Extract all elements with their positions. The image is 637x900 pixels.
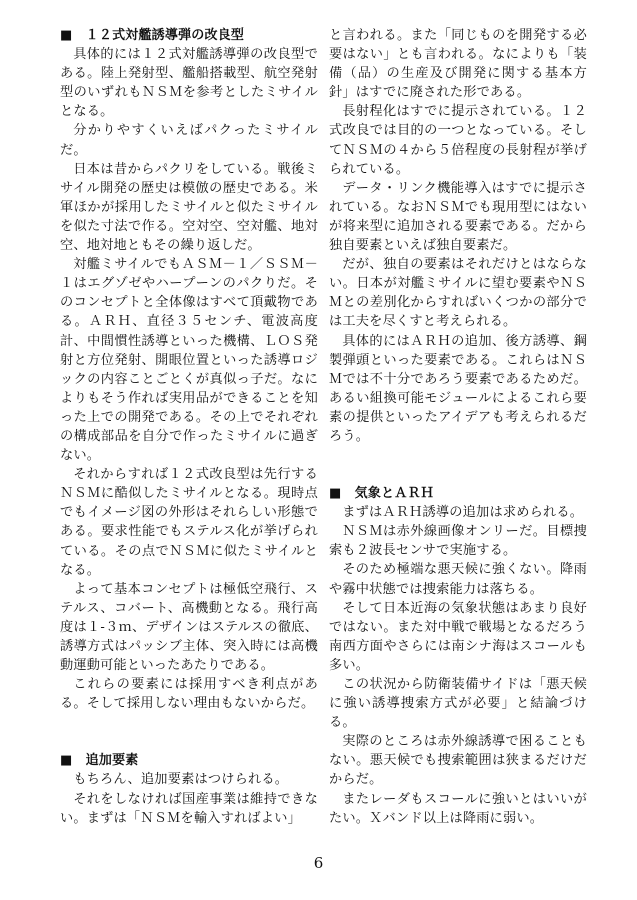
paragraph: ＮＳＭは赤外線画像オンリーだ。目標捜索も２波長センサで実施する。: [329, 524, 587, 559]
section-heading-weather-arh: ■ 気象とＡＲＨ: [329, 486, 434, 502]
paragraph: これらの要素には採用すべき利点がある。そして採用しない理由もないからだ。: [60, 677, 318, 712]
right-column: [329, 26, 587, 828]
paragraph: 分かりやすくいえばパクったミサイルだ。: [60, 123, 318, 158]
section-gap: [60, 713, 318, 751]
paragraph: またレーダもスコールに強いとはいいがたい。Ｘバンド以上は降雨に弱い。: [329, 791, 587, 826]
paragraph: それからすれば１２式改良型は先行するＮＳＭに酷似したミサイルとなる。現時点でもイメージ図の外形はそれらしい形態である。要求性能でもステルス化が挙げられている。その点でＮＳＭに似たミサイルとなる。: [60, 467, 318, 578]
paragraph: それをしなければ国産事業は維持できない。まずは「ＮＳＭを輸入すればよい」: [60, 791, 318, 826]
paragraph: 具体的には１２式対艦誘導弾の改良型である。陸上発射型、艦船搭載型、航空発射型のいずれもＮＳＭを参考としたミサイルとなる。: [60, 47, 318, 120]
page-number: 6: [313, 854, 324, 872]
paragraph: もちろん、追加要素はつけられる。: [73, 772, 289, 788]
paragraph: 日本は昔からパクリをしている。戦後ミサイル開発の歴史は模倣の歴史である。米軍ほかが採用したミサイルと似たミサイルを似た寸法で作る。空対空、空対艦、地対空、地対地ともその繰り返しだ。: [60, 161, 318, 254]
paragraph-continued: と言われる。また「同じものを開発する必要はない」とも言われる。なによりも「装備（品）の生産及び開発に関する基本方針」はすでに廃された形である。: [329, 28, 587, 101]
paragraph: そして日本近海の気象状態はあまり良好ではない。また対中戦で戦場となるだろう南西方面やさらには南シナ海はスコールも多い。: [329, 600, 587, 673]
paragraph: データ・リンク機能導入はすでに提示されている。なおＮＳＭでも現用型にはないが将来型に追加される要素である。だから独自要素といえば独自要素だ。: [329, 180, 587, 254]
left-column: [60, 26, 318, 828]
paragraph: そのため極端な悪天候に強くない。降雨や霧中状態では捜索能力は落ちる。: [329, 562, 587, 597]
section-gap: [329, 446, 587, 484]
paragraph: 具体的にはＡＲＨの追加、後方誘導、鋼製弾頭といった要素である。これらはＮＳＭでは不十分であろう要素であるためだ。あるい組換可能モジュールによるこれら要素の提供といったアイデアも考えられるだろう。: [329, 333, 587, 444]
section-heading-additional-elements: ■ 追加要素: [60, 753, 139, 769]
paragraph: だが、独自の要素はそれだけとはならない。日本が対艦ミサイルに望む要素やＮＳＭとの差別化からすればいくつかの部分では工夫を尽くすと考えられる。: [329, 257, 587, 330]
paragraph: 対艦ミサイルでもＡＳＭ－１／ＳＳＭ－１はエグゾゼやハープーンのパクりだ。そのコンセプトと全体像はすべて頂戴物である。ＡＲＨ、直径３５センチ、電波高度計、中間慣性誘導といった機構、ＬＯＳ発射と方位発射、開眼位置といった誘導ロジックの内容ことごとくが真似っ子だ。なによりもそう作れば実用品ができることを知った上での開発である。その上でそれぞれの構成部品を自分で作ったミサイルに過ぎない。: [60, 257, 318, 464]
paragraph: 長射程化はすでに提示されている。１２式改良では目的の一つとなっている。そしてＮＳＭの４から５倍程度の長射程が挙げられている。: [329, 104, 587, 177]
paragraph: よって基本コンセプトは極低空飛行、ステルス、コバート、高機動となる。飛行高度は１-３ｍ、デザインはステルスの徹底、誘導方式はパッシブ主体、突入時には高機動運動可能といったあたりである。: [60, 581, 318, 674]
paragraph: 実際のところは赤外線誘導で困ることもない。悪天候でも捜索範囲は狭まるだけだからだ。: [329, 734, 587, 788]
paragraph: まずはＡＲＨ誘導の追加は求められる。: [342, 505, 584, 521]
paragraph: この状況から防衛装備サイドは「悪天候に強い誘導捜索方式が必要」と結論づける。: [329, 677, 587, 731]
section-heading-improved-type: ■ １２式対艦誘導弾の改良型: [60, 28, 245, 43]
